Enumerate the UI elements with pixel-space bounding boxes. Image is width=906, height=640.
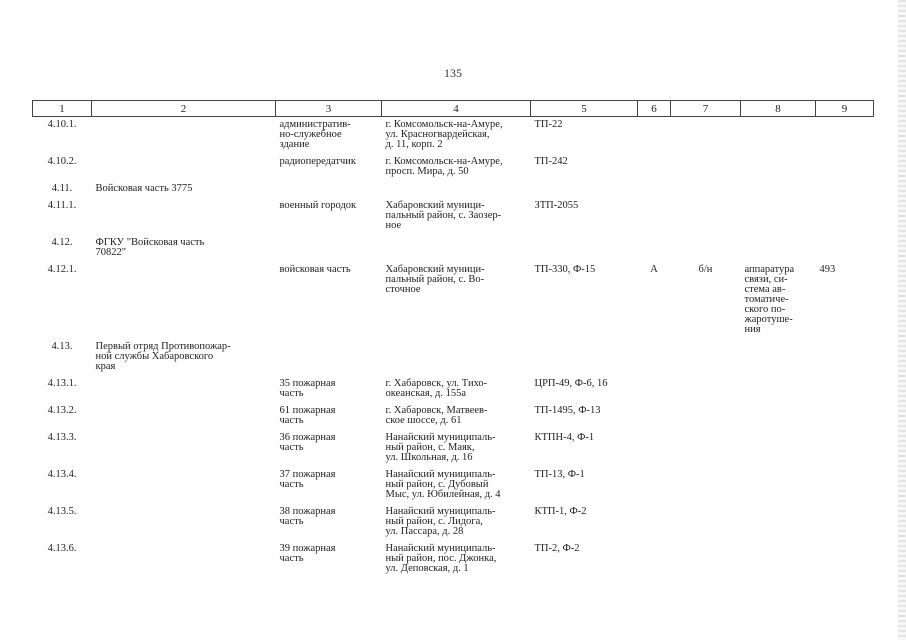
table-cell-col-5 (531, 339, 638, 376)
table-cell-col-2 (92, 467, 276, 504)
table-cell-col-1: 4.13. (51, 341, 73, 352)
table-cell-col-8: аппаратура связи, си- стема ав- томатиче- ского по- жаротуше- ния (744, 264, 795, 335)
table-cell-col-7 (671, 541, 741, 578)
table-cell-col-1: 4.12. (51, 237, 73, 248)
table-cell-col-1: 4.11. (51, 183, 73, 194)
table-cell-col-1: 4.10.2. (47, 156, 77, 167)
table-row (33, 403, 874, 430)
table-cell-col-7 (671, 117, 741, 155)
table-cell-col-3 (276, 235, 382, 262)
table-cell-col-7 (671, 430, 741, 467)
column-header: 4 (382, 101, 531, 117)
column-header: 3 (276, 101, 382, 117)
table-cell-col-5: ТП-22 (534, 119, 563, 130)
table-cell-col-2 (92, 154, 276, 181)
table-cell-col-2: ФГКУ "Войсковая часть 70822" (95, 237, 205, 258)
table-cell-col-4 (382, 181, 531, 198)
table-cell-col-8 (741, 235, 816, 262)
table-cell-col-3: 39 пожарная часть (279, 543, 336, 564)
table-cell-col-9 (816, 198, 874, 235)
table-cell-col-9 (816, 504, 874, 541)
table-cell-col-1: 4.13.6. (47, 543, 77, 554)
table-row (33, 154, 874, 181)
table-cell-col-5: ТП-13, Ф-1 (534, 469, 585, 480)
table-cell-col-7 (671, 198, 741, 235)
table-cell-col-9 (816, 154, 874, 181)
table-cell-col-6: А (650, 264, 658, 275)
table-cell-col-5: ЦРП-49, Ф-6, 16 (534, 378, 608, 389)
table-row (33, 181, 874, 198)
table-cell-col-3: 37 пожарная часть (279, 469, 336, 490)
table-cell-col-7 (671, 504, 741, 541)
table-cell-col-9 (816, 376, 874, 403)
table-cell-col-8 (741, 376, 816, 403)
table-cell-col-1: 4.13.2. (47, 405, 77, 416)
column-header: 7 (671, 101, 741, 117)
table-cell-col-5: ТП-242 (534, 156, 568, 167)
table-cell-col-8 (741, 430, 816, 467)
table-cell-col-7 (671, 181, 741, 198)
table-row (33, 262, 874, 339)
infrastructure-table (32, 100, 874, 578)
table-cell-col-5 (531, 181, 638, 198)
table-cell-col-1: 4.11.1. (47, 200, 77, 211)
table-row (33, 504, 874, 541)
table-cell-col-5: ТП-1495, Ф-13 (534, 405, 601, 416)
table-cell-col-7 (671, 467, 741, 504)
table-cell-col-9 (816, 430, 874, 467)
table-cell-col-1: 4.13.5. (47, 506, 77, 517)
table-cell-col-8 (741, 198, 816, 235)
table-cell-col-3: 61 пожарная часть (279, 405, 336, 426)
table-cell-col-6 (638, 181, 671, 198)
table-cell-col-8 (741, 467, 816, 504)
table-cell-col-6 (638, 117, 671, 155)
table-cell-col-7 (671, 403, 741, 430)
table-cell-col-4 (382, 235, 531, 262)
table-cell-col-2 (92, 198, 276, 235)
table-cell-col-2: Первый отряд Противопожар- ной службы Хабаровского края (95, 341, 231, 372)
table-cell-col-9: 493 (819, 264, 836, 275)
column-header: 5 (531, 101, 638, 117)
table-cell-col-9 (816, 235, 874, 262)
table-cell-col-4: Нанайский муниципаль- ный район, с. Лидога, ул. Пассара, д. 28 (385, 506, 496, 537)
table-cell-col-2 (92, 403, 276, 430)
table-cell-col-2 (92, 504, 276, 541)
table-cell-col-6 (638, 376, 671, 403)
table-cell-col-6 (638, 467, 671, 504)
table-row (33, 376, 874, 403)
table-cell-col-1: 4.13.3. (47, 432, 77, 443)
table-cell-col-2 (92, 376, 276, 403)
table-cell-col-2 (92, 541, 276, 578)
table-cell-col-6 (638, 339, 671, 376)
table-cell-col-3: войсковая часть (279, 264, 351, 275)
column-header: 1 (33, 101, 92, 117)
table-cell-col-5: ЗТП-2055 (534, 200, 579, 211)
table-row (33, 198, 874, 235)
table-cell-col-9 (816, 181, 874, 198)
table-cell-col-3: военный городок (279, 200, 357, 211)
table-cell-col-5 (531, 235, 638, 262)
table-row (33, 117, 874, 155)
table-cell-col-9 (816, 541, 874, 578)
table-cell-col-6 (638, 541, 671, 578)
table-cell-col-4: г. Хабаровск, ул. Тихо- океанская, д. 155а (385, 378, 488, 399)
table-row (33, 467, 874, 504)
table-cell-col-7 (671, 376, 741, 403)
table-cell-col-4 (382, 339, 531, 376)
column-header: 6 (638, 101, 671, 117)
column-header: 8 (741, 101, 816, 117)
table-cell-col-4: г. Хабаровск, Матвеев- ское шоссе, д. 61 (385, 405, 488, 426)
table-cell-col-4: Нанайский муниципаль- ный район, пос. Джонка, ул. Деповская, д. 1 (385, 543, 497, 574)
table-cell-col-6 (638, 154, 671, 181)
table-cell-col-5: ТП-330, Ф-15 (534, 264, 596, 275)
table-cell-col-2 (92, 117, 276, 155)
table-cell-col-8 (741, 117, 816, 155)
table-cell-col-8 (741, 154, 816, 181)
table-cell-col-6 (638, 198, 671, 235)
table-cell-col-7 (671, 339, 741, 376)
table-cell-col-3: 35 пожарная часть (279, 378, 336, 399)
table-cell-col-4: г. Комсомольск-на-Амуре, просп. Мира, д. 50 (385, 156, 503, 177)
table-cell-col-3 (276, 181, 382, 198)
table-cell-col-8 (741, 403, 816, 430)
table-cell-col-5: КТП-1, Ф-2 (534, 506, 587, 517)
table-cell-col-2: Войсковая часть 3775 (95, 183, 193, 194)
table-cell-col-5: ТП-2, Ф-2 (534, 543, 580, 554)
table-cell-col-1: 4.13.1. (47, 378, 77, 389)
table-cell-col-6 (638, 430, 671, 467)
table-cell-col-1: 4.10.1. (47, 119, 77, 130)
table-cell-col-2 (92, 430, 276, 467)
table-cell-col-5: КТПН-4, Ф-1 (534, 432, 595, 443)
table-row (33, 541, 874, 578)
table-cell-col-7 (671, 154, 741, 181)
column-number-row (33, 101, 874, 117)
table-cell-col-8 (741, 181, 816, 198)
table-cell-col-6 (638, 403, 671, 430)
table-cell-col-3 (276, 339, 382, 376)
table-cell-col-8 (741, 541, 816, 578)
column-header: 2 (92, 101, 276, 117)
table-cell-col-7: б/н (698, 264, 713, 275)
table-cell-col-8 (741, 339, 816, 376)
table-row (33, 235, 874, 262)
table-cell-col-3: радиопередатчик (279, 156, 356, 167)
table-cell-col-4: Хабаровский муници- пальный район, с. Заозер- ное (385, 200, 502, 231)
table-cell-col-8 (741, 504, 816, 541)
table-row (33, 339, 874, 376)
table-cell-col-1: 4.13.4. (47, 469, 77, 480)
table-cell-col-1: 4.12.1. (47, 264, 77, 275)
table-cell-col-9 (816, 117, 874, 155)
table-cell-col-9 (816, 339, 874, 376)
table-cell-col-3: 38 пожарная часть (279, 506, 336, 527)
table-cell-col-3: административ- но-служебное здание (279, 119, 351, 150)
table-cell-col-4: Нанайский муниципаль- ный район, с. Дубовый Мыс, ул. Юбилейная, д. 4 (385, 469, 501, 500)
table-cell-col-9 (816, 403, 874, 430)
table-cell-col-4: Нанайский муниципаль- ный район, с. Маяк, ул. Школьная, д. 16 (385, 432, 496, 463)
table-cell-col-4: Хабаровский муници- пальный район, с. Во- сточное (385, 264, 485, 295)
table-cell-col-6 (638, 235, 671, 262)
table-cell-col-6 (638, 504, 671, 541)
page-number: 135 (444, 66, 462, 80)
table-cell-col-3: 36 пожарная часть (279, 432, 336, 453)
table-cell-col-2 (92, 262, 276, 339)
column-header: 9 (816, 101, 874, 117)
table-cell-col-7 (671, 235, 741, 262)
table-cell-col-9 (816, 467, 874, 504)
table-cell-col-4: г. Комсомольск-на-Амуре, ул. Красногвардейская, д. 11, корп. 2 (385, 119, 503, 150)
table-row (33, 430, 874, 467)
scan-edge (898, 0, 906, 640)
